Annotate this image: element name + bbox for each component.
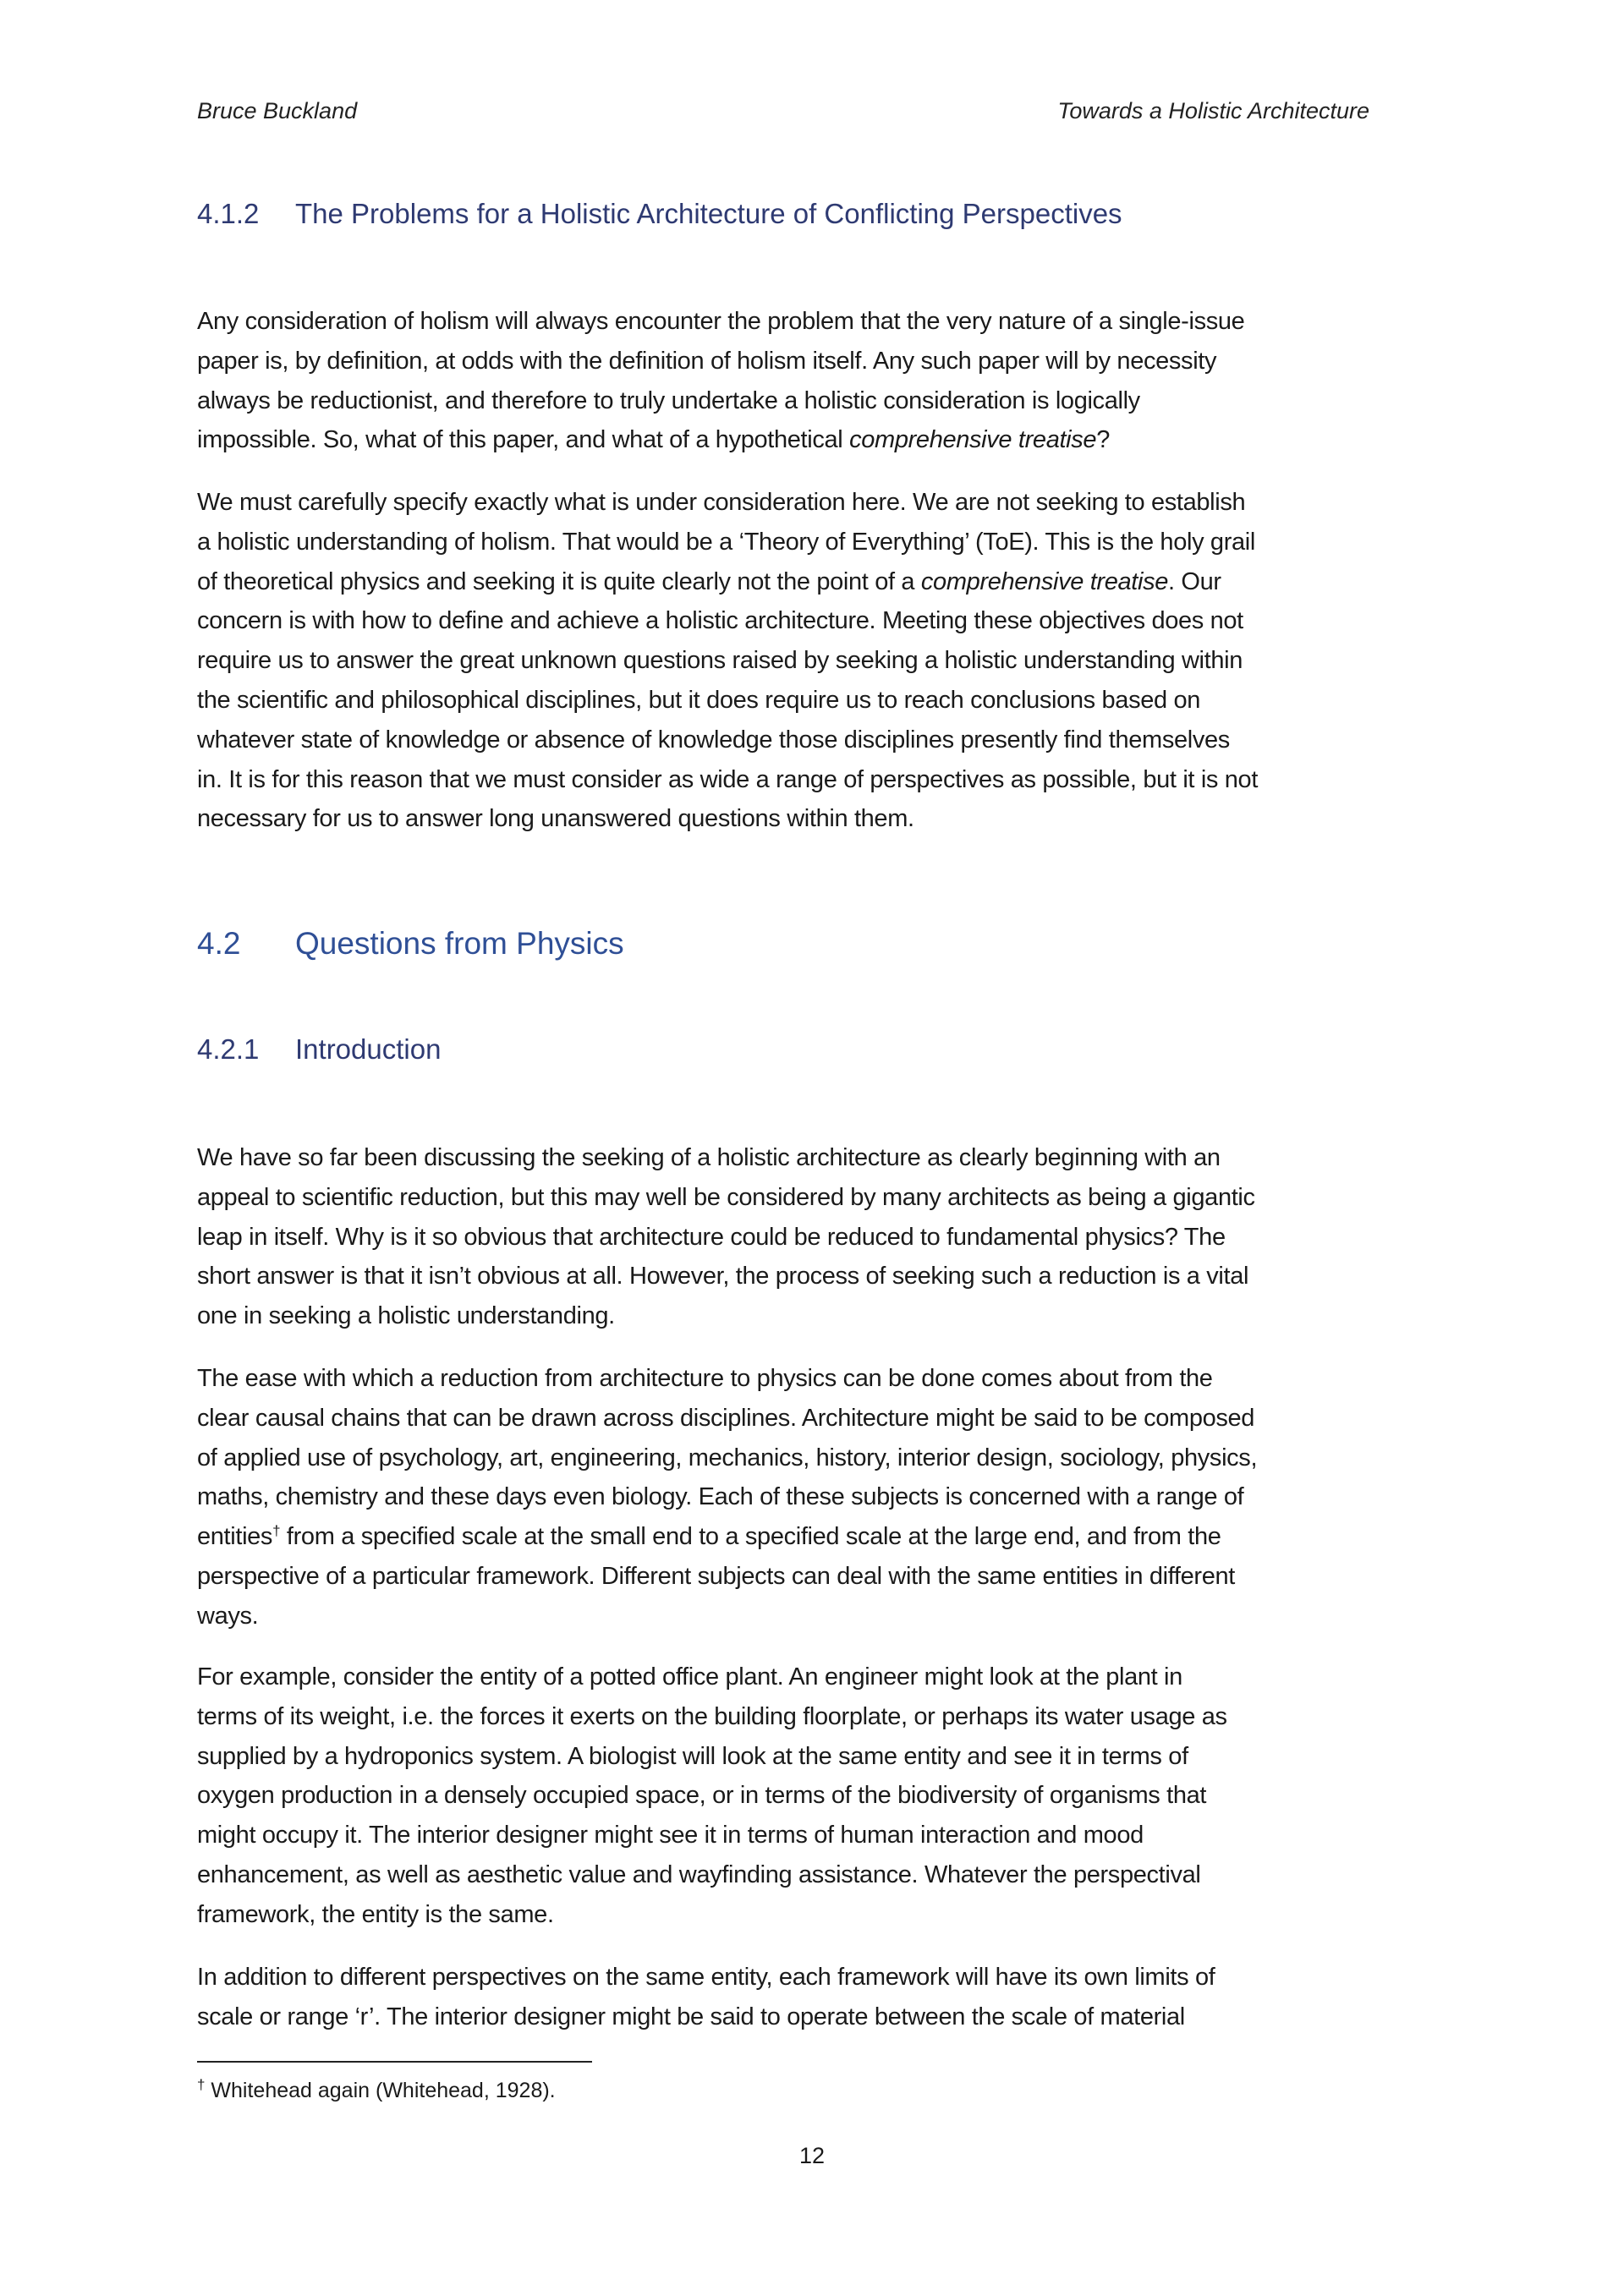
text-line [197, 1296, 1440, 1336]
section-title: Introduction [295, 1033, 442, 1065]
text-run: the scientific and philosophical disciplines, but it does require us to reach conclusions based on [197, 686, 1201, 714]
text-line [197, 760, 1440, 800]
text-line [197, 523, 1440, 562]
text-run: might occupy it. The interior designer might see it in terms of human interaction and mood [197, 1822, 1144, 1849]
footnote-marker: † [197, 2076, 206, 2093]
text-line [197, 1816, 1440, 1855]
text-run: supplied by a hydroponics system. A biologist will look at the same entity and see it in terms of [197, 1742, 1188, 1770]
text-line [197, 342, 1440, 381]
text-run: require us to answer the great unknown questions raised by seeking a holistic understanding within [197, 647, 1243, 675]
text-run: impossible. So, what of this paper, and what of a hypothetical [197, 426, 850, 454]
text-line [197, 1597, 1440, 1636]
text-run: in. It is for this reason that we must consider as wide a range of perspectives as possible, but it is not [197, 765, 1259, 793]
text-line [197, 1438, 1440, 1478]
text-line [197, 1218, 1440, 1258]
text-line [197, 1477, 1440, 1517]
paragraph [197, 1359, 1440, 1636]
text-run: ? [1096, 426, 1110, 454]
text-run: The ease with which a reduction from architecture to physics can be done comes about from the [197, 1365, 1213, 1392]
footnote-separator [197, 2061, 592, 2063]
header-author: Bruce Buckland [197, 98, 358, 123]
text-line [197, 799, 1440, 839]
text-line [197, 420, 1440, 460]
section-number: 4.2.1 [197, 1033, 260, 1065]
text-line [197, 1776, 1440, 1816]
paragraph [197, 1138, 1440, 1336]
text-line [197, 1557, 1440, 1597]
text-line [197, 681, 1440, 721]
text-run: leap in itself. Why is it so obvious that architecture could be reduced to fundamental physics? The [197, 1223, 1226, 1251]
text-run: concern is with how to define and achieve a holistic architecture. Meeting these objectives does not [197, 607, 1243, 635]
text-run: framework, the entity is the same. [197, 1900, 554, 1928]
paragraph [197, 1958, 1440, 2037]
text-run: scale or range ‘r’. The interior designer might be said to operate between the scale of material [197, 2003, 1185, 2030]
text-line [197, 1958, 1440, 1997]
italic-text: comprehensive treatise [849, 426, 1097, 454]
text-run: ways. [197, 1602, 259, 1630]
text-run: maths, chemistry and these days even biology. Each of these subjects is concerned with a range of [197, 1483, 1244, 1511]
text-run: Any consideration of holism will always encounter the problem that the very nature of a single-issue [197, 308, 1245, 335]
text-line [197, 1138, 1440, 1178]
text-run: . Our [1168, 567, 1221, 595]
text-line [197, 1997, 1440, 2037]
italic-text: comprehensive treatise [920, 567, 1169, 595]
footnote-reference: † [272, 1522, 281, 1539]
text-run: of applied use of psychology, art, engineering, mechanics, history, interior design, sociology, physics, [197, 1444, 1258, 1471]
text-run: enhancement, as well as aesthetic value and wayfinding assistance. Whatever the perspectival [197, 1860, 1201, 1888]
text-run: oxygen production in a densely occupied space, or in terms of the biodiversity of organisms that [197, 1782, 1207, 1810]
text-line [197, 641, 1440, 681]
text-run: a holistic understanding of holism. That would be a ‘Theory of Everything’ (ToE). This is the holy grail [197, 528, 1255, 556]
text-run: We must carefully specify exactly what is under consideration here. We are not seeking to establish [197, 489, 1246, 516]
text-run: terms of its weight, i.e. the forces it exerts on the building floorplate, or perhaps its water usage as [197, 1702, 1227, 1730]
section-title: Questions from Physics [295, 926, 624, 961]
text-run: appeal to scientific reduction, but this may well be considered by many architects as being a gigantic [197, 1183, 1255, 1211]
text-run: whatever state of knowledge or absence of knowledge those disciplines presently find themselves [197, 726, 1230, 753]
section-title: The Problems for a Holistic Architecture of Conflicting Perspectives [295, 198, 1122, 229]
text-line [197, 1855, 1440, 1895]
text-line [197, 483, 1440, 523]
text-run: of theoretical physics and seeking it is quite clearly not the point of a [197, 567, 921, 595]
text-line [197, 1697, 1440, 1737]
text-run: entities [197, 1523, 273, 1551]
text-line [197, 1399, 1440, 1438]
text-line [197, 562, 1440, 602]
text-line [197, 1257, 1440, 1296]
text-run: In addition to different perspectives on the same entity, each framework will have its own limits of [197, 1964, 1215, 1991]
text-run: one in seeking a holistic understanding. [197, 1302, 615, 1330]
paragraph [197, 483, 1440, 839]
text-line [197, 1359, 1440, 1399]
section-heading-4-2-1 [197, 1033, 441, 1066]
text-run: necessary for us to answer long unanswered questions within them. [197, 805, 914, 833]
header-title: Towards a Holistic Architecture [1057, 98, 1369, 123]
section-heading-4-2 [197, 926, 624, 962]
paragraph [197, 302, 1440, 460]
section-number: 4.1.2 [197, 198, 260, 229]
text-line [197, 1658, 1440, 1697]
text-run: For example, consider the entity of a potted office plant. An engineer might look at the plant in [197, 1663, 1182, 1690]
text-run: short answer is that it isn’t obvious at all. However, the process of seeking such a reduction is a vital [197, 1263, 1249, 1290]
footnote-text: Whitehead again (Whitehead, 1928). [205, 2079, 556, 2102]
footnote [197, 2076, 556, 2103]
text-line [197, 302, 1440, 342]
text-run: from a specified scale at the small end to a specified scale at the large end, and from the [280, 1523, 1221, 1551]
text-run: always be reductionist, and therefore to truly undertake a holistic consideration is logically [197, 386, 1140, 414]
page-number: 12 [798, 2143, 826, 2168]
text-line [197, 601, 1440, 641]
text-run: perspective of a particular framework. Different subjects can deal with the same entities in different [197, 1562, 1235, 1590]
text-line [197, 381, 1440, 421]
section-heading-4-1-2 [197, 198, 1122, 230]
text-line [197, 1517, 1440, 1557]
section-number: 4.2 [197, 926, 241, 961]
text-run: We have so far been discussing the seeking of a holistic architecture as clearly beginning with an [197, 1144, 1221, 1171]
text-run: paper is, by definition, at odds with the definition of holism itself. Any such paper will by necessity [197, 347, 1217, 375]
text-line [197, 1895, 1440, 1935]
text-run: clear causal chains that can be drawn across disciplines. Architecture might be said to be composed [197, 1404, 1255, 1432]
text-line [197, 721, 1440, 760]
text-line [197, 1178, 1440, 1218]
paragraph [197, 1658, 1440, 1935]
text-line [197, 1737, 1440, 1777]
